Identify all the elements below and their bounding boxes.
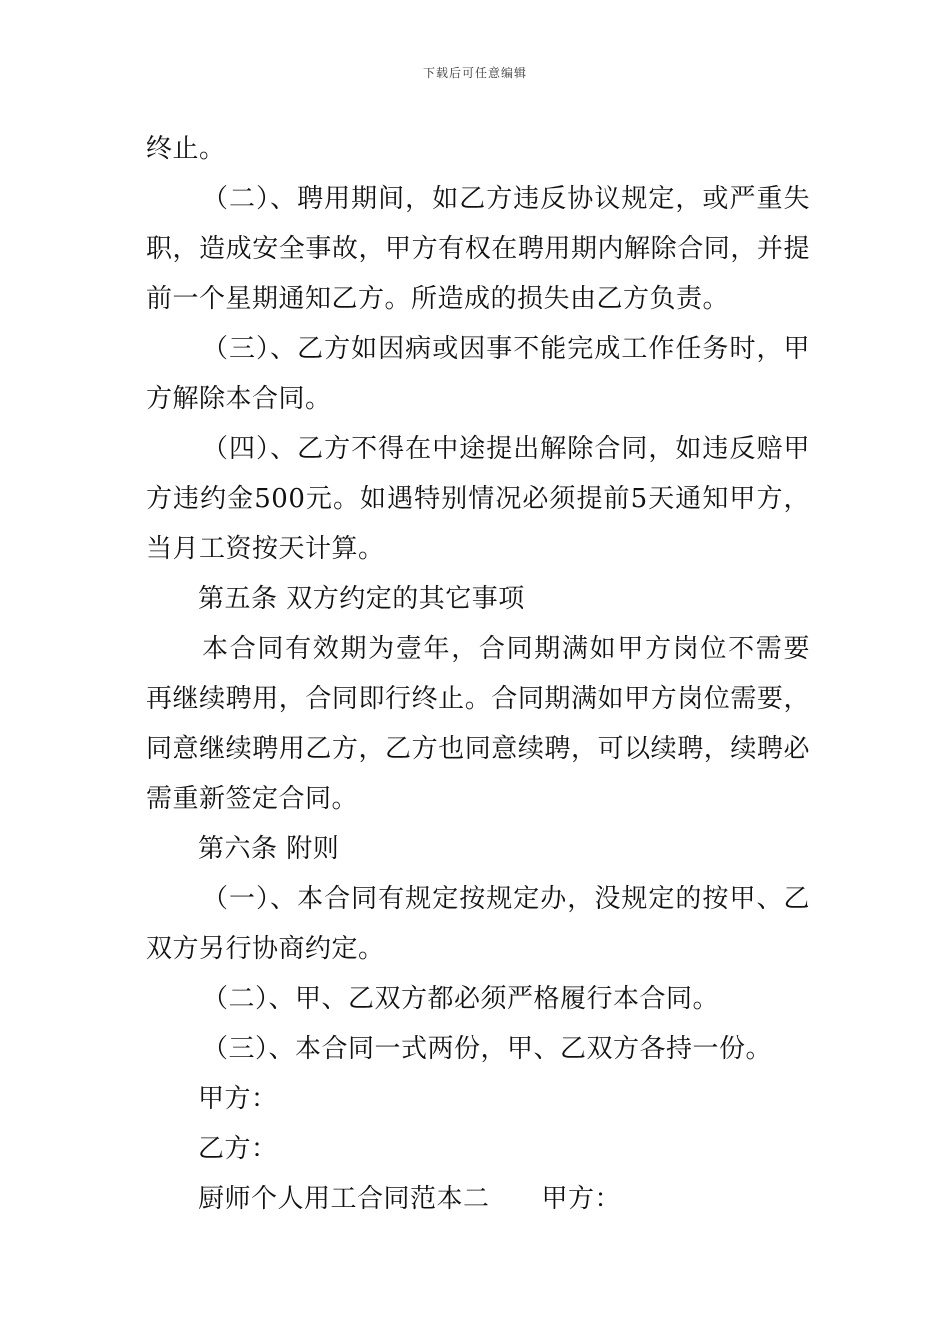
article-six-heading: 第六条 附则: [198, 834, 340, 864]
article-six-clause-one: （一）、本合同有规定按规定办，没规定的按甲、乙双方另行协商约定。: [146, 884, 810, 964]
sample-two-line: [146, 1174, 810, 1224]
party-b-label: 乙方：: [198, 1134, 278, 1164]
article-six-clause-three: （三）、本合同一式两份，甲、乙双方各持一份。: [202, 1034, 773, 1064]
paragraph-termination-end: 终止。: [146, 134, 226, 164]
sample-party-a-label: 甲方：: [541, 1184, 622, 1214]
party-a-label: 甲方：: [198, 1084, 278, 1114]
article-five-heading: 第五条 双方约定的其它事项: [198, 584, 525, 614]
clause-two: （二）、聘用期间，如乙方违反协议规定，或严重失职，造成安全事故，甲方有权在聘用期内解除合同，并提前一个星期通知乙方。所造成的损失由乙方负责。: [146, 184, 810, 314]
sample-title: 厨师个人用工合同范本二: [198, 1184, 490, 1214]
clause-three: （三）、乙方如因病或因事不能完成工作任务时，甲方解除本合同。: [146, 334, 810, 414]
document-body: [146, 124, 810, 1224]
clause-four: （四）、乙方不得在中途提出解除合同，如违反赔甲方违约金500元。如遇特别情况必须提前5天通知甲方，当月工资按天计算。: [146, 434, 810, 564]
article-five-text: 本合同有效期为壹年，合同期满如甲方岗位不需要再继续聘用，合同即行终止。合同期满如甲方岗位需要，同意继续聘用乙方，乙方也同意续聘，可以续聘，续聘必需重新签定合同。: [146, 634, 810, 814]
article-six-clause-two: （二）、甲、乙双方都必须严格履行本合同。: [202, 984, 720, 1014]
page-header: 下载后可任意编辑: [422, 66, 527, 80]
